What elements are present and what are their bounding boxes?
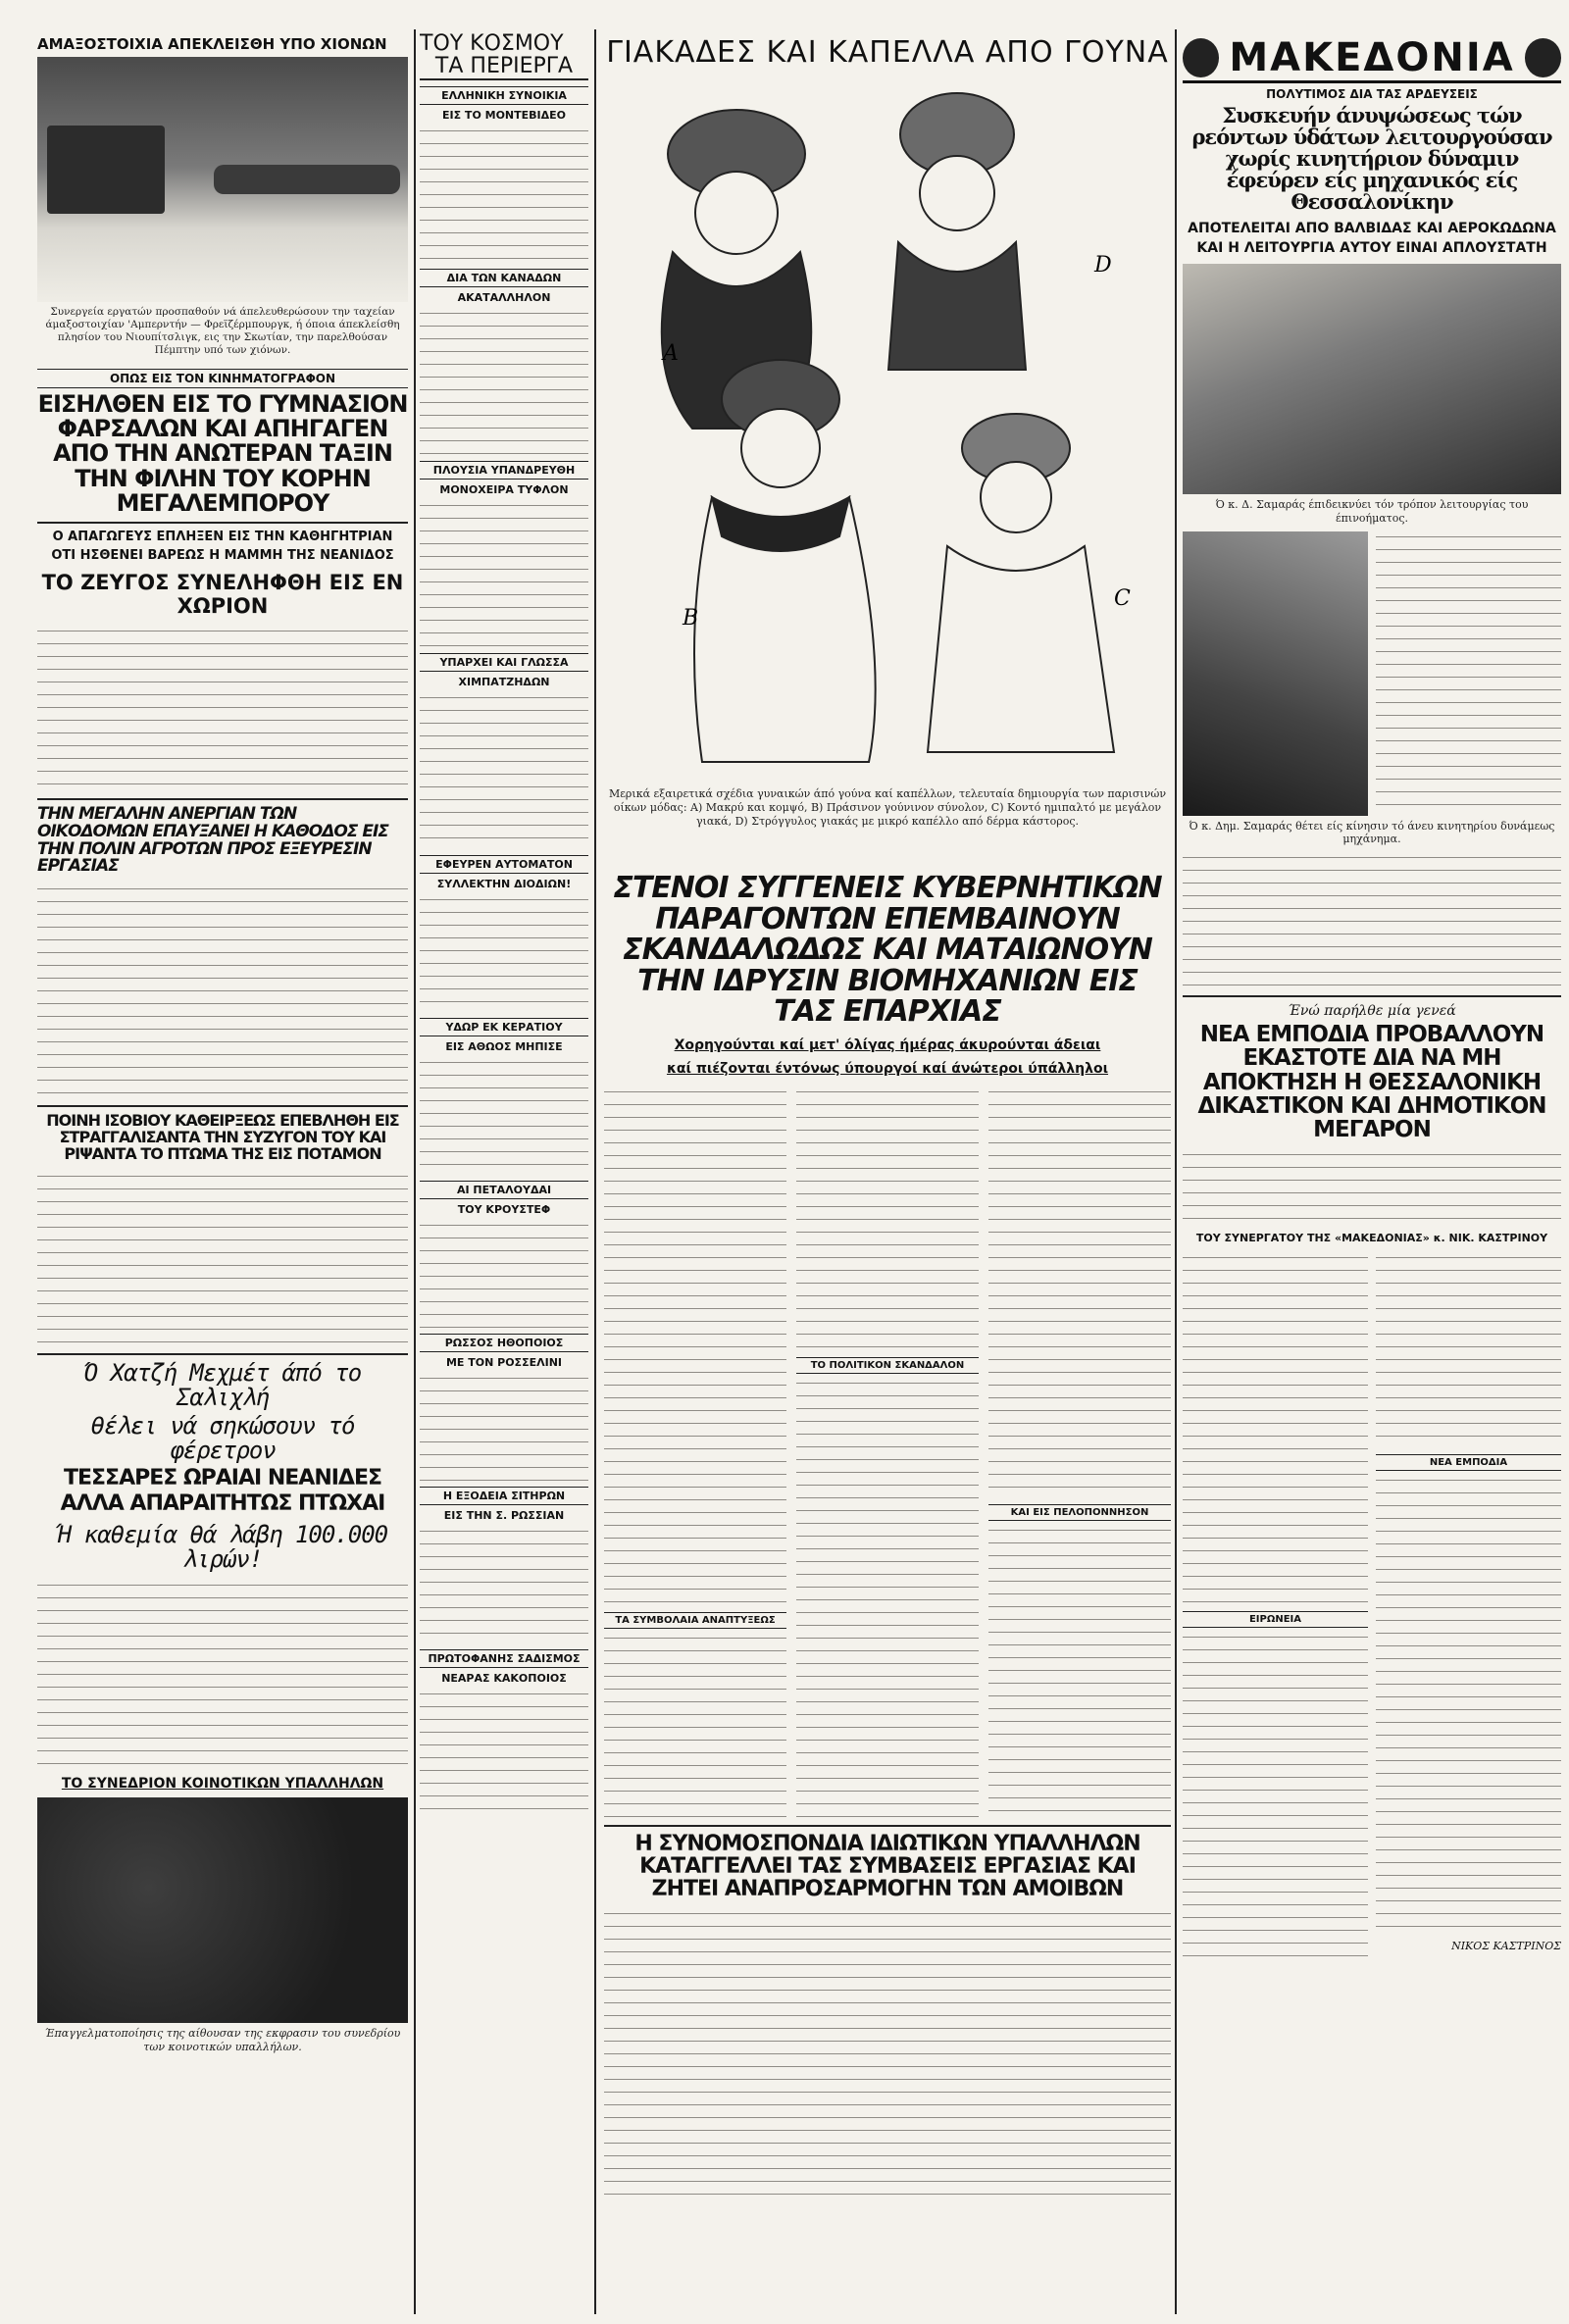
world-item <box>420 1181 588 1328</box>
unemployment-headline: ΤΗΝ ΜΕΓΑΛΗΝ ΑΝΕΡΓΙΑΝ ΤΩΝ ΟΙΚΟΔΟΜΩΝ ΕΠΑΥΞΑΝΕΙ Η ΚΑΘΟΔΟΣ ΕΙΣ ΤΗΝ ΠΟΛΙΝ ΑΓΡΟΤΩΝ ΠΡΟΣ ΕΞΕΥΡΕΣΙΝ ΕΡΓΑΣΙΑΣ <box>37 803 388 877</box>
left-column <box>37 35 408 2314</box>
divider <box>1183 995 1561 997</box>
fashion-label-c: C <box>1114 586 1131 611</box>
world-item <box>420 855 588 1012</box>
right-column <box>1183 35 1561 2314</box>
fashion-sketch-d <box>888 93 1026 370</box>
column-rule <box>594 29 596 2314</box>
article-col-2 <box>796 1086 979 1819</box>
world-item-heading: ΥΠΑΡΧΕΙ ΚΑΙ ΓΛΩΣΣΑ <box>420 653 588 672</box>
irrigation-article-text <box>1376 531 1561 816</box>
world-item-text <box>420 1689 588 1816</box>
industries-sub1: Χορηγούνται καί μετ' όλίγας ήμέρας άκυρούνται άδειαι <box>674 1036 1101 1053</box>
workers-shape <box>214 165 400 194</box>
article-text <box>988 1525 1171 1819</box>
world-item-text <box>420 126 588 263</box>
world-item <box>420 461 588 647</box>
world-item-subheading: ΜΕ ΤΟΝ ΡΟΣΣΕΛΙΝΙ <box>445 1356 563 1370</box>
irrigation-headline: Συσκευήν άνυψώσεως τών ρεόντων ύδάτων λειτουργούσαν χωρίς κινητήριον δύναμιν έφεύρεν είς μηχανικός είς Θεσσαλονίκην <box>1191 103 1552 215</box>
emblem-icon <box>1525 38 1561 77</box>
world-item-text <box>420 500 588 647</box>
signature: ΝΙΚΟΣ ΚΑΣΤΡΙΝΟΣ <box>1451 1939 1561 1952</box>
penalty-headline: ΠΟΙΝΗ ΙΣΟΒΙΟΥ ΚΑΘΕΙΡΞΕΩΣ ΕΠΕΒΛΗΘΗ ΕΙΣ ΣΤΡΑΓΓΑΛΙΣΑΝΤΑ ΤΗΝ ΣΥΖΥΓΟΝ ΤΟΥ ΚΑΙ ΡΙΨΑΝΤΑ ΤΟ ΠΤΩΜΑ ΤΗΣ ΕΙΣ ΠΟΤΑΜΟΝ <box>46 1111 399 1163</box>
fashion-caption: Μερικά εξαιρετικά σχέδια γυναικών άπό γούνα καί καπέλλων, τελευταία δημιουργία των παρισινών οίκων μόδας: Α) Μακρύ και κομψό, Β) Πράσινον γούνινον σύνολον, C) Κοντό ημιπαλτό με μεγάλον γιακά, D) Στρόγγυλος γιακάς με μικρό καπέλλο από δέρμα κάστορος. <box>608 787 1167 828</box>
union-article-text <box>604 1908 1171 2202</box>
world-header-1: ΤΟΥ ΚΟΣΜΟΥ <box>420 33 564 56</box>
world-item-text <box>420 1526 588 1643</box>
industries-sub2: καί πιέζονται έντόνως ύπουργοί καί άνώτεροι ύπάλληλοι <box>666 1060 1109 1077</box>
world-item-text <box>420 308 588 455</box>
section-symbolaia: ΤΑ ΣΥΜΒΟΛΑΙΑ ΑΝΑΠΤΥΞΕΩΣ <box>604 1612 786 1629</box>
snow-headline: ΑΜΑΞΟΣΤΟΙΧΙΑ ΑΠΕΚΛΕΙΣΘΗ ΥΠΟ ΧΙΟΝΩΝ <box>37 35 387 53</box>
section-peloponnese: ΚΑΙ ΕΙΣ ΠΕΛΟΠΟΝΝΗΣΟΝ <box>988 1504 1171 1521</box>
samaras-photo-2 <box>1183 531 1368 816</box>
unemployment-article-text <box>37 884 408 1099</box>
fashion-section <box>604 35 1171 869</box>
hatzi-headline-5: Ή καθεμία θά λάβη 100.000 λιρών! <box>57 1520 388 1573</box>
council-photo <box>37 1797 408 2023</box>
hatzi-article-text <box>37 1580 408 1776</box>
center-column <box>604 873 1171 2314</box>
world-item-subheading: ΝΕΑΡΑΣ ΚΑΚΟΠΟΙΟΣ <box>441 1672 567 1686</box>
cinema-kicker: ΟΠΩΣ ΕΙΣ ΤΟΝ ΚΙΝΗΜΑΤΟΓΡΑΦΟΝ <box>37 369 408 388</box>
world-item-subheading: ΣΥΛΛΕΚΤΗΝ ΔΙΟΔΙΩΝ! <box>436 878 572 891</box>
article-text <box>604 1633 786 1819</box>
world-item <box>420 653 588 849</box>
fashion-sketch-c <box>928 414 1114 752</box>
irrigation-mid-row <box>1183 531 1561 816</box>
hatzi-headline-4: ΑΛΛΑ ΑΠΑΡΑΙΤΗΤΩΣ ΠΤΩΧΑΙ <box>60 1490 385 1516</box>
emblem-icon <box>1183 38 1219 77</box>
world-item-subheading: ΜΟΝΟΧΕΙΡΑ ΤΥΦΛΟΝ <box>439 483 569 497</box>
article-text <box>1376 1475 1561 1936</box>
world-item-text <box>420 1220 588 1328</box>
section-irony: ΕΙΡΩΝΕΙΑ <box>1183 1611 1368 1628</box>
world-item-subheading: ΕΙΣ ΤΟ ΜΟΝΤΕΒΙΔΕΟ <box>441 109 566 123</box>
article-text <box>796 1378 979 1819</box>
samaras-photo-1 <box>1183 264 1561 494</box>
world-item-heading: Η ΕΞΟΔΕΙΑ ΣΙΤΗΡΩΝ <box>420 1487 588 1505</box>
world-item-text <box>420 1057 588 1175</box>
fashion-title: ΓΙΑΚΑΔΕΣ ΚΑΙ ΚΑΠΕΛΛΑ ΑΠΟ ΓΟΥΝΑ <box>606 35 1169 70</box>
column-rule <box>414 29 416 2314</box>
world-item-heading: ΡΩΣΣΟΣ ΗΘΟΠΟΙΟΣ <box>420 1334 588 1352</box>
farsala-sub1: Ο ΑΠΑΓΩΓΕΥΣ ΕΠΛΗΞΕΝ ΕΙΣ ΤΗΝ ΚΑΘΗΓΗΤΡΙΑΝ <box>52 529 393 544</box>
world-item <box>420 1649 588 1816</box>
snow-caption: Συνεργεία εργατών προσπαθούν νά άπελευθερώσουν την ταχείαν άμαξοστοιχίαν 'Αμπερντήν — Φρεϊζέρμπουργκ, ή όποια άπεκλείσθη πλησίον του Νιουπίτσλιγκ, εις την Σκωτίαν, την παρελθούσαν Πέμπτην υπό των χιόνων. <box>45 306 400 357</box>
article-col-1 <box>604 1086 786 1819</box>
world-item-heading: ΔΙΑ ΤΩΝ ΚΑΝΑΔΩΝ <box>420 269 588 287</box>
world-item-subheading: ΑΚΑΤΑΛΛΗΛΟΝ <box>457 291 551 305</box>
world-item-heading: ΠΡΩΤΟΦΑΝΗΣ ΣΑΔΙΣΜΟΣ <box>420 1649 588 1668</box>
world-item <box>420 1487 588 1643</box>
section-political-scandal: ΤΟ ΠΟΛΙΤΙΚΟΝ ΣΚΑΝΔΑΛΟΝ <box>796 1357 979 1374</box>
world-item <box>420 1334 588 1481</box>
industries-article-columns <box>604 1086 1171 1819</box>
article-text <box>1183 1632 1368 1965</box>
article-text <box>604 1086 786 1606</box>
world-item-heading: ΑΙ ΠΕΤΑΛΟΥΔΑΙ <box>420 1181 588 1199</box>
hatzi-headline-1: Ό Χατζή Μεχμέτ άπό το Σαλιχλή <box>83 1358 362 1411</box>
world-item <box>420 1018 588 1175</box>
samaras-caption-1: Ό κ. Δ. Σαμαράς έπιδεικνύει τόν τρόπον λειτουργίας του έπινοήματος. <box>1215 498 1529 525</box>
article-text <box>988 1086 1171 1498</box>
world-item-subheading: ΧΙΜΠΑΤΖΗΔΩΝ <box>458 676 550 689</box>
irrigation-sub2: ΚΑΙ Η ΛΕΙΤΟΥΡΓΙΑ ΑΥΤΟΥ ΕΙΝΑΙ ΑΠΛΟΥΣΤΑΤΗ <box>1196 240 1547 257</box>
generation-kicker: Ένώ παρήλθε μία γενεά <box>1288 1003 1456 1020</box>
divider <box>37 1105 408 1107</box>
world-item-heading: ΕΦΕΥΡΕΝ ΑΥΤΟΜΑΤΟΝ <box>420 855 588 874</box>
train-car-shape <box>47 126 165 214</box>
masthead <box>1183 35 1561 83</box>
world-item-subheading: ΤΟΥ ΚΡΟΥΣΤΕΦ <box>457 1203 551 1217</box>
article-text <box>1376 1252 1561 1448</box>
fashion-illustration <box>604 76 1171 782</box>
masthead-title: ΜΑΚΕΔΟΝΙΑ <box>1229 35 1515 80</box>
megaron-col-1 <box>1183 1252 1368 1965</box>
farsala-sub3: ΤΟ ΖΕΥΓΟΣ ΣΥΝΕΛΗΦΘΗ ΕΙΣ ΕΝ ΧΩΡΙΟΝ <box>41 570 404 618</box>
world-item-heading: ΕΛΛΗΝΙΚΗ ΣΥΝΟΙΚΙΑ <box>420 86 588 105</box>
world-item-subheading: ΕΙΣ ΤΗΝ Σ. ΡΩΣΣΙΑΝ <box>443 1509 565 1523</box>
divider <box>37 798 408 800</box>
farsala-sub2: ΟΤΙ ΗΣΘΕΝΕΙ ΒΑΡΕΩΣ Η ΜΑΜΜΗ ΤΗΣ ΝΕΑΝΙΔΟΣ <box>51 547 394 563</box>
fashion-label-b: B <box>683 606 699 631</box>
snow-train-photo <box>37 57 408 302</box>
council-headline: ΤΟ ΣΥΝΕΔΡΙΟΝ ΚΟΙΝΟΤΙΚΩΝ ΥΠΑΛΛΗΛΩΝ <box>61 1776 384 1793</box>
world-item <box>420 269 588 455</box>
world-item-subheading: ΕΙΣ ΑΘΩΟΣ ΜΗΠΙΣΕ <box>445 1040 563 1054</box>
megaron-columns <box>1183 1252 1561 1965</box>
irrigation-tagline: ΠΟΛΥΤΙΜΟΣ ΔΙΑ ΤΑΣ ΑΡΔΕΥΣΕΙΣ <box>1266 87 1478 101</box>
world-item-heading: ΥΔΩΡ ΕΚ ΚΕΡΑΤΙΟΥ <box>420 1018 588 1036</box>
world-item <box>420 86 588 263</box>
world-column <box>420 33 588 2314</box>
divider <box>37 522 408 524</box>
farsala-article-text <box>37 626 408 792</box>
article-col-3 <box>988 1086 1171 1819</box>
world-item-heading: ΠΛΟΥΣΙΑ ΥΠΑΝΔΡΕΥΘΗ <box>420 461 588 480</box>
divider <box>37 1353 408 1355</box>
world-item-text <box>420 1373 588 1481</box>
byline: ΤΟΥ ΣΥΝΕΡΓΑΤΟΥ ΤΗΣ «ΜΑΚΕΔΟΝΙΑΣ» κ. ΝΙΚ. ΚΑΣΤΡΙΝΟΥ <box>1195 1231 1548 1244</box>
megaron-col-2 <box>1376 1252 1561 1965</box>
irrigation-article-text-2 <box>1183 852 1561 989</box>
world-item-text <box>420 692 588 849</box>
world-header-2: ΤΑ ΠΕΡΙΕΡΓΑ <box>420 55 588 80</box>
world-item-text <box>420 894 588 1012</box>
article-text <box>1183 1252 1368 1605</box>
section-new-obstacles: ΝΕΑ ΕΜΠΟΔΙΑ <box>1376 1454 1561 1471</box>
megaron-intro-text <box>1183 1149 1561 1228</box>
column-rule <box>1175 29 1177 2314</box>
megaron-headline: ΝΕΑ ΕΜΠΟΔΙΑ ΠΡΟΒΑΛΛΟΥΝ ΕΚΑΣΤΟΤΕ ΔΙΑ ΝΑ ΜΗ ΑΠΟΚΤΗΣΗ Η ΘΕΣΣΑΛΟΝΙΚΗ ΔΙΚΑΣΤΙΚΟΝ ΚΑΙ ΔΗΜΟΤΙΚΟΝ ΜΕΓΑΡΟΝ <box>1197 1022 1546 1142</box>
hatzi-headline-2: θέλει νά σηκώσουν τό φέρετρον <box>90 1412 355 1465</box>
world-items-list <box>420 86 588 1816</box>
industries-headline: ΣΤΕΝΟΙ ΣΥΓΓΕΝΕΙΣ ΚΥΒΕΡΝΗΤΙΚΩΝ ΠΑΡΑΓΟΝΤΩΝ ΕΠΕΜΒΑΙΝΟΥΝ ΣΚΑΝΔΑΛΩΔΩΣ ΚΑΙ ΜΑΤΑΙΩΝΟΥΝ ΤΗΝ ΙΔΡΥΣΙΝ ΒΙΟΜΗΧΑΝΙΩΝ ΕΙΣ ΤΑΣ ΕΠΑΡΧΙΑΣ <box>613 873 1162 1029</box>
union-headline: Η ΣΥΝΟΜΟΣΠΟΝΔΙΑ ΙΔΙΩΤΙΚΩΝ ΥΠΑΛΛΗΛΩΝ ΚΑΤΑΓΓΕΛΛΕΙ ΤΑΣ ΣΥΜΒΑΣΕΙΣ ΕΡΓΑΣΙΑΣ ΚΑΙ ΖΗΤΕΙ ΑΝΑΠΡΟΣΑΡΜΟΓΗΝ ΤΩΝ ΑΜΟΙΒΩΝ <box>634 1831 1140 1901</box>
council-caption: Έπαγγελματοποίησις της αίθουσαν της εκφρασιν του συνεδρίου των κοινοτικών υπαλλήλων. <box>44 2027 401 2053</box>
fashion-label-d: D <box>1094 253 1112 278</box>
irrigation-sub1: ΑΠΟΤΕΛΕΙΤΑΙ ΑΠΟ ΒΑΛΒΙΔΑΣ ΚΑΙ ΑΕΡΟΚΩΔΩΝΑ <box>1188 221 1556 237</box>
divider <box>604 1825 1171 1827</box>
article-text <box>796 1086 979 1351</box>
farsala-headline: ΕΙΣΗΛΘΕΝ ΕΙΣ ΤΟ ΓΥΜΝΑΣΙΟΝ ΦΑΡΣΑΛΩΝ ΚΑΙ ΑΠΗΓΑΓΕΝ ΑΠΟ ΤΗΝ ΑΝΩΤΕΡΑΝ ΤΑΞΙΝ ΤΗΝ ΦΙΛΗΝ ΤΟΥ ΚΟΡΗΝ ΜΕΓΑΛΕΜΠΟΡΟΥ <box>37 390 408 517</box>
penalty-article-text <box>37 1171 408 1347</box>
hatzi-headline-3: ΤΕΣΣΑΡΕΣ ΩΡΑΙΑΙ ΝΕΑΝΙΔΕΣ <box>63 1466 381 1491</box>
fashion-label-a: A <box>663 341 679 366</box>
samaras-caption-2: Ό κ. Δημ. Σαμαράς θέτει είς κίνησιν τό άνευ κινητηρίου δυνάμεως μηχάνημα. <box>1189 819 1555 846</box>
